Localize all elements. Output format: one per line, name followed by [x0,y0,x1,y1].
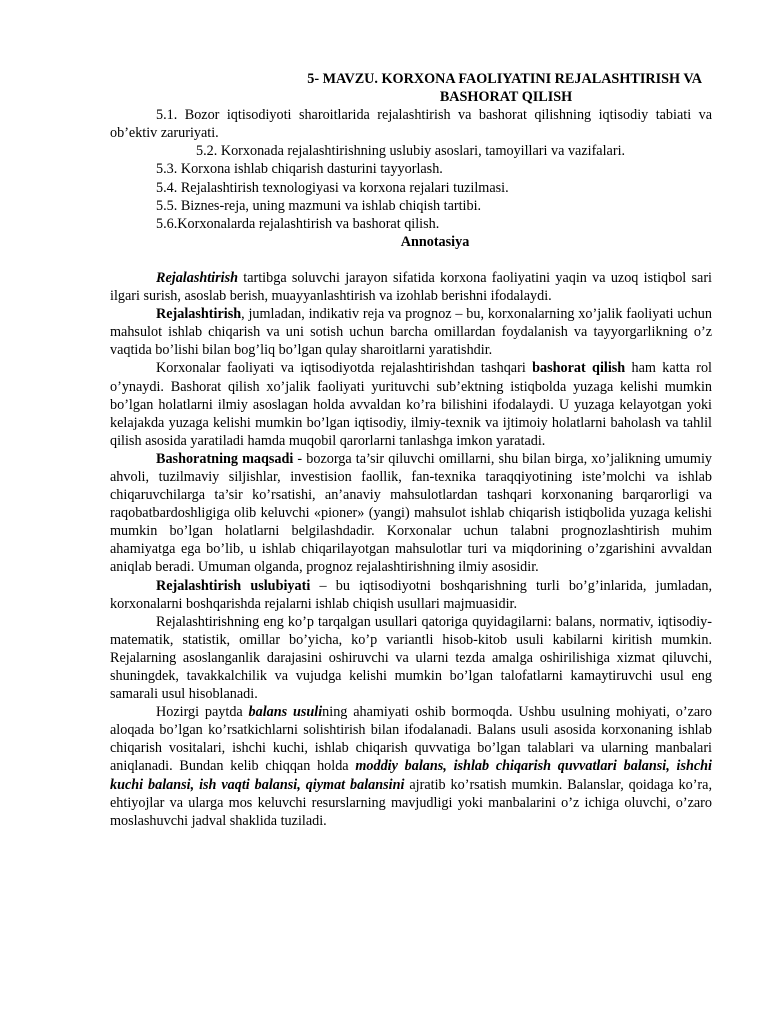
paragraph [110,703,712,830]
term: moddiy balans, ishlab chiqarish quvvatlari balansi, ishchi kuchi balansi, ish vaqti balansi, qiymat balansini [110,758,712,793]
term: bashorat qilish [532,360,626,377]
paragraph-text: , jumladan, indikativ reja va prognoz – bu, korxonalarning xo’jalik faoliyati uchun mahsulot ishlab chiqarish va uni sotish uchun barcha omillardan foydalanish va tayyorgarlikning o’z vaqtida bo’lishi bilan bog’liq bo’lgan qulay sharoitlarni yaratishdir. [110,306,712,359]
annotation-heading: Annotasiya [400,233,470,250]
outline-item: 5.5. Biznes-reja, uning mazmuni va ishlab chiqish tartibi. [156,197,482,214]
topic-outline [110,106,712,233]
term: balans usuli [248,704,323,721]
outline-item: 5.4. Rejalashtirish texnologiyasi va korxona rejalari tuzilmasi. [156,179,509,196]
paragraph-text: – bu iqtisodiyotni boshqarishning turli bo’g’inlarida, jumladan, korxonalarni boshqarishda rejalarni ishlab chiqish usullari majmuasidir. [110,577,712,612]
paragraph [110,269,712,305]
paragraph-text: ham katta rol o’ynaydi. Bashorat qilish xo’jalik faoliyati yurituvchi sub’ektning istiqbolda yuzaga kelishi mumkin bo’lgan holatlarni ilmiy asoslagan holda avvaldan ko’ra bilishini ifodalaydi. U yuzaga kelayotgan yoki kelajakda yuzaga kelishi mumkin bo’lgan iqtisodiy, ilmiy-texnik va ijtimoiy holatlarni baholash va tahlil qilish asosida yaratiladi hamda muqobil qarorlarni tanlashga imkon yaratadi. [110,360,712,449]
paragraph [110,577,712,613]
term: Rejalashtirish uslubiyati [156,577,311,594]
outline-item: 5.3. Korxona ishlab chiqarish dasturini tayyorlash. [156,161,443,178]
paragraph [110,613,712,703]
title-line-2: BASHORAT QILISH [439,89,573,106]
term: Bashoratning maqsadi [156,450,294,467]
term: Rejalashtirish [156,306,242,323]
term: Rejalashtirish [156,269,239,286]
paragraph-text: Korxonalar faoliyati va iqtisodiyotda rejalashtirishdan tashqari [156,360,533,377]
document-title [110,70,712,106]
paragraph [110,359,712,449]
outline-item: 5.6.Korxonalarda rejalashtirish va bashorat qilish. [156,215,440,232]
paragraph-text: Rejalashtirishning eng ko’p tarqalgan usullari qatoriga quyidagilarni: balans, normativ, iqtisodiy-matematik, statistik, omillar bo’yicha, ko’p variantli hisob-kitob usuli kabilarni kiritish mumkin. Rejalarning asoslanganlik darajasini oshiruvchi va ularni tezda amalga oshirilishiga xizmat qiluvchi, shuningdek, tavakkalchilik va vujudga kelishi mumkin bo’lgan talofatlarni kamaytiruvchi usul eng samarali usul hisoblanadi. [110,613,712,703]
annotation-body [110,269,712,830]
paragraph [110,450,712,577]
outline-item: 5.2. Korxonada rejalashtirishning uslubiy asoslari, tamoyillari va vazifalari. [196,143,626,160]
paragraph-text: - bozorga ta’sir qiluvchi omillarni, shu bilan birga, xo’jalikning umumiy ahvoli, tuzilmaviy siljishlar, investision faollik, fan-texnika taraqqiyotining iste’molchi va ishlab chiqaruvchilarga ta’sir ko’rsatishi, an’anaviy mahsulotlardan tashqari korxonaning barqarorligi va raqobatbardoshligiga olib keluvchi «pioner» (yangi) mahsulot ishlab chiqarish istiqbolida yuzaga kelishi mumkin bo’lgan holatlarni belgilashdadir. Korxonalar uchun talabni prognozlashtirish muhim ahamiyatga ega bo’lib, u ishlab chiqarilayotgan mahsulotlar turi va miqdorining o’zgarishini avvaldan aniqlab beradi. Umuman olganda, prognoz rejalashtirishning ilmiy asosidir. [110,450,713,576]
outline-item: 5.1. Bozor iqtisodiyoti sharoitlarida rejalashtirish va bashorat qilishning iqtisodiy tabiati va ob’ektiv zaruriyati. [110,107,712,142]
paragraph-text: ajratib ko’rsatish mumkin. Balanslar, qoidaga ko’ra, ehtiyojlar va ularga mos keluvchi resurslarning mavjudligi yoki manbalarini o’z ichiga oluvchi, o’zaro moslashuvchi jadval shaklida tuziladi. [110,776,712,829]
paragraph [110,305,712,359]
paragraph-text: tartibga soluvchi jarayon sifatida korxona faoliyatini yaqin va uzoq istiqbol sari ilgari surish, asoslab berish, muayyanlashtirish va izohlab berishni ifodalaydi. [110,269,712,305]
paragraph-text: ning ahamiyati oshib bormoqda. Ushbu usulning mohiyati, o’zaro aloqada bo’lgan ko’rsatkichlarni solishtirish bilan ifodalanadi. Balans usuli asosida korxonaning ishlab chiqarish vositalari, ishchi kuchi, ishlab chiqarish quvvatiga bo’lgan talablari va ularning manbalari aniqlanadi. Bundan kelib chiqqan holda [110,704,712,775]
paragraph-text: Hozirgi paytda [156,704,249,721]
title-line-1: 5- MAVZU. KORXONA FAOLIYATINI REJALASHTIRISH VA [307,71,702,87]
